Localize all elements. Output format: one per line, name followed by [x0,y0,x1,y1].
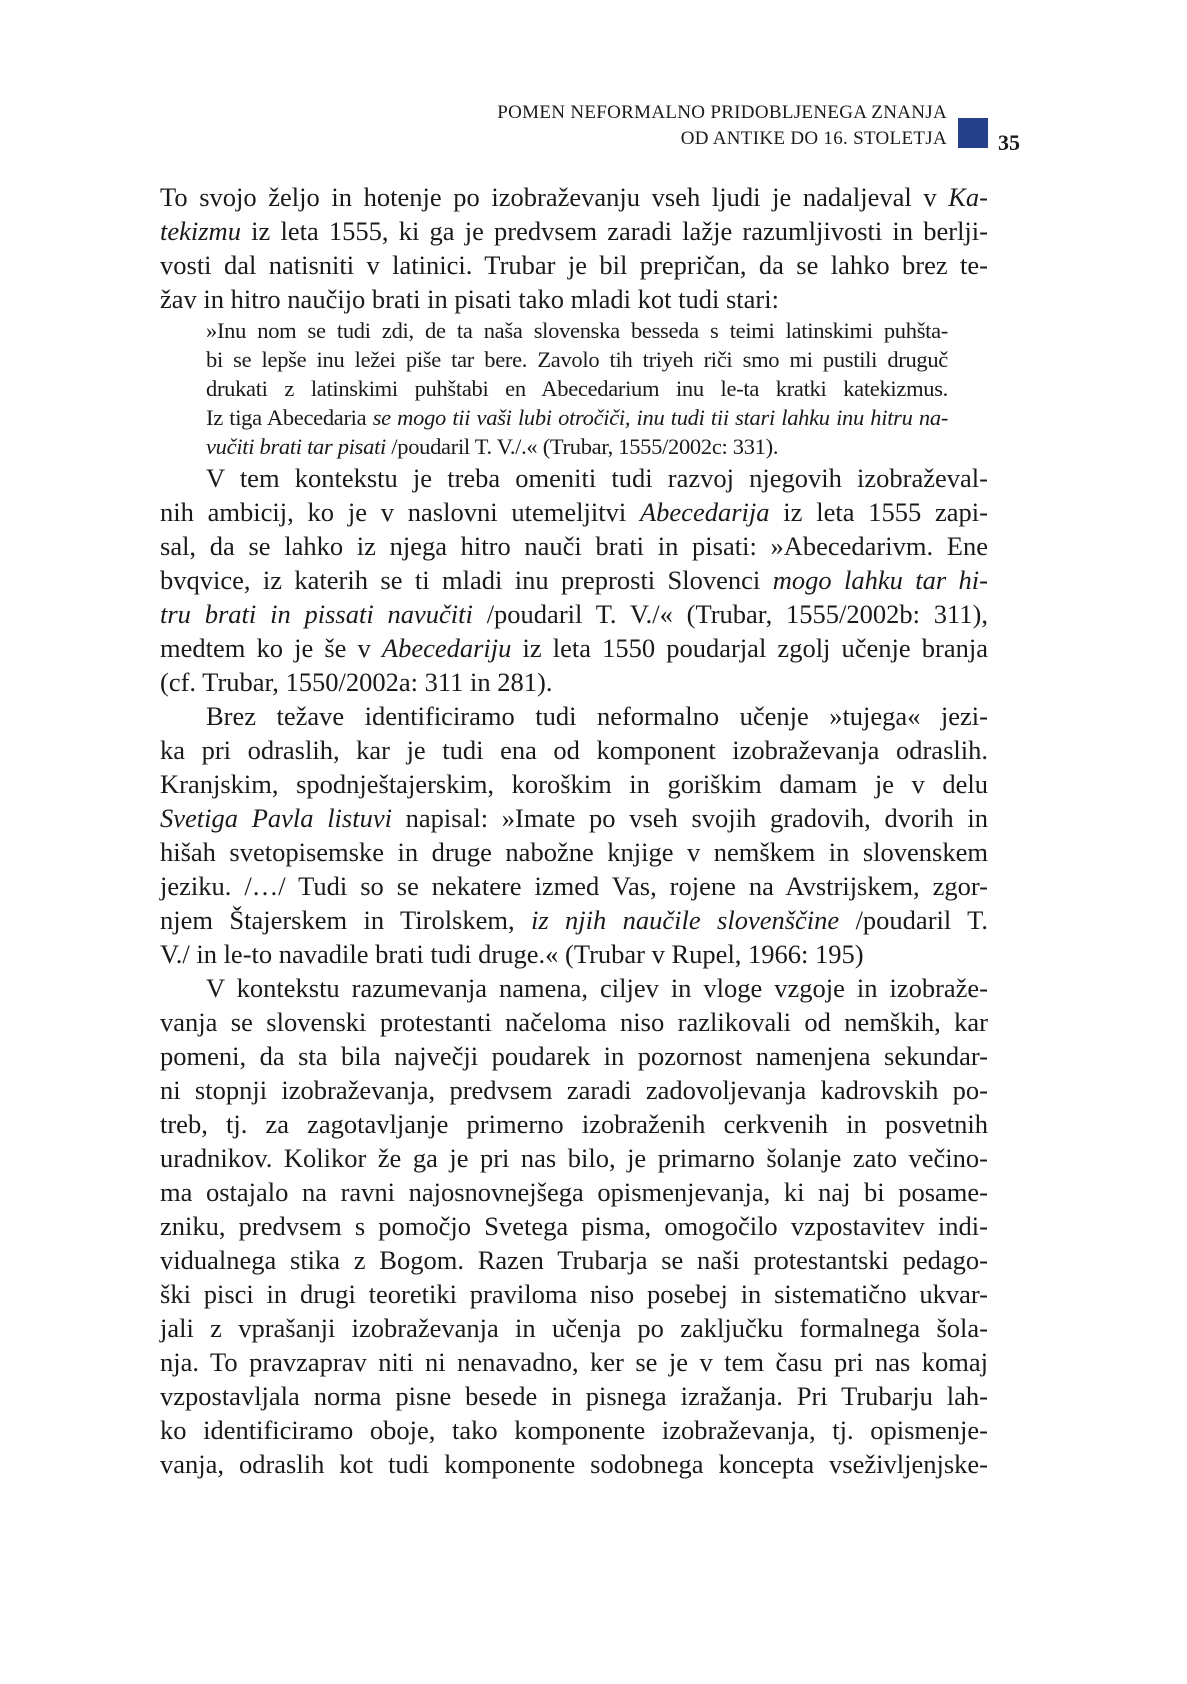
text-line [160,1447,988,1481]
italic-span: vučiti brati tar pisati [206,434,386,459]
header-accent-square [958,118,988,148]
text-span: Brez težave identificiramo tudi neformalno učenje »tujega« jezi- [206,701,988,731]
text-span: vzpostavljala norma pisne besede in pisnega izražanja. Pri Trubarju lah- [160,1381,988,1411]
text-span: Iz tiga Abecedaria [206,405,373,430]
text-line [160,1073,988,1107]
text-span: V./ in le-to navadile brati tudi druge.« (Trubar v Rupel, 1966: 195) [160,939,864,969]
text-span: bi se lepše inu ležei piše tar bere. Zavolo tih triyeh riči smo mi pustili druguč [206,347,948,372]
text-span: Kranjskim, spodnještajerskim, koroškim in goriškim damam je v delu [160,769,988,799]
text-span: pomeni, da sta bila največji poudarek in pozornost namenjena sekundar- [160,1041,988,1071]
text-span: ni stopnji izobraževanja, predvsem zaradi zadovoljevanja kadrovskih po- [160,1075,988,1105]
text-span: nih ambicij, ko je v naslovni utemeljitvi [160,497,640,527]
italic-span: mogo lahku tar hi- [772,565,988,595]
text-span: drukati z latinskimi puhštabi en Abecedarium inu le-ta kratki katekizmus. [206,376,948,401]
italic-span: tekizmu [160,216,241,246]
text-line [160,1345,988,1379]
text-span: nja. To pravzaprav niti ni nenavadno, ker se je v tem času pri nas komaj [160,1347,988,1377]
text-span: napisal: »Imate po vseh svojih gradovih, dvorih in [391,803,988,833]
text-span: vosti dal natisniti v latinici. Trubar je bil prepričan, da se lahko brez te- [160,250,988,280]
text-span: hišah svetopisemske in druge nabožne knjige v nemškem in slovenskem [160,837,988,867]
text-span: »Inu nom se tudi zdi, de ta naša slovenska besseda s teimi latinskimi puhšta- [206,318,948,343]
quote-line [160,374,948,403]
text-span: ko identificiramo oboje, tako komponente izobraževanja, tj. opismenje- [160,1415,988,1445]
text-line [160,1005,988,1039]
text-span: iz leta 1550 poudarjal zgolj učenje branja [511,633,989,663]
running-header-line-1: POMEN NEFORMALNO PRIDOBLJENEGA ZNANJA [497,102,947,123]
text-line [160,1243,988,1277]
text-span: /poudaril T. V./.« (Trubar, 1555/2002c: 331). [385,434,779,459]
text-span: žav in hitro naučijo brati in pisati tako mladi kot tudi stari: [160,284,779,314]
text-span: medtem ko je še v [160,633,382,663]
text-line [160,699,988,733]
page-number: 35 [998,130,1020,155]
running-header-line-2: OD ANTIKE DO 16. STOLETJA [680,128,947,149]
text-line [160,1175,988,1209]
text-line [160,248,988,282]
text-line [160,563,988,597]
text-span: njem Štajerskem in Tirolskem, [160,905,531,935]
text-line [160,282,988,316]
text-line [160,971,988,1005]
text-span: To svojo željo in hotenje po izobraževanju vseh ljudi je nadaljeval v [160,182,949,212]
text-line [160,835,988,869]
text-line [160,1277,988,1311]
text-span: vanja, odraslih kot tudi komponente sodobnega koncepta vseživljenjske- [160,1449,988,1479]
text-line [160,1141,988,1175]
text-span: jeziku. /…/ Tudi so se nekatere izmed Vas, rojene na Avstrijskem, zgor- [160,871,988,901]
quote-line [160,432,948,461]
text-span: iz leta 1555 zapi- [769,497,988,527]
italic-span: Abecedariju [381,633,512,663]
text-span: bvqvice, iz katerih se ti mladi inu preprosti Slovenci [160,565,773,595]
text-span: uradnikov. Kolikor že ga je pri nas bilo, je primarno šolanje zato večino- [160,1143,988,1173]
text-span: vidualnega stika z Bogom. Razen Trubarja se naši protestantski pedago- [160,1245,988,1275]
text-line [160,1209,988,1243]
text-line [160,529,988,563]
quote-line [160,345,948,374]
text-line [160,214,988,248]
italic-span: Svetiga Pavla listuvi [160,803,392,833]
text-span: zniku, predvsem s pomočjo Svetega pisma, omogočilo vzpostavitev indi- [160,1211,988,1241]
text-span: (cf. Trubar, 1550/2002a: 311 in 281). [160,667,553,697]
text-line [160,495,988,529]
text-line [160,1039,988,1073]
text-line [160,903,988,937]
quote-line [160,316,948,345]
text-line [160,869,988,903]
text-line [160,461,988,495]
text-span: vanja se slovenski protestanti načeloma niso razlikovali od nemških, kar [160,1007,988,1037]
text-line [160,597,988,631]
text-span: treb, tj. za zagotavljanje primerno izobraženih cerkvenih in posvetnih [160,1109,988,1139]
text-span: sal, da se lahko iz njega hitro nauči brati in pisati: »Abecedarivm. Ene [160,531,988,561]
text-span: V kontekstu razumevanja namena, ciljev in vloge vzgoje in izobraže- [206,973,988,1003]
running-header [497,100,947,152]
text-span: /poudaril T. V./« (Trubar, 1555/2002b: 311), [472,599,988,629]
text-span: jali z vprašanji izobraževanja in učenja po zaključku formalnega šola- [160,1313,988,1343]
italic-span: tru brati in pissati navučiti [160,599,473,629]
text-span: ški pisci in drugi teoretiki praviloma niso posebej in sistematično ukvar- [160,1279,988,1309]
text-span: ka pri odraslih, kar je tudi ena od komponent izobraževanja odraslih. [160,735,988,765]
text-span: ma ostajalo na ravni najosnovnejšega opismenjevanja, ki naj bi posame- [160,1177,988,1207]
text-line [160,631,988,665]
text-span: iz leta 1555, ki ga je predvsem zaradi lažje razumljivosti in berlji- [240,216,988,246]
text-span: V tem kontekstu je treba omeniti tudi razvoj njegovih izobraževal- [206,463,988,493]
text-line [160,1413,988,1447]
text-line [160,665,988,699]
text-span: /poudaril T. [839,905,988,935]
italic-span: Abecedarija [639,497,770,527]
text-line [160,767,988,801]
text-line [160,180,988,214]
text-line [160,733,988,767]
quote-line [160,403,948,432]
italic-span: iz njih naučile slovenščine [531,905,840,935]
text-line [160,1311,988,1345]
text-line [160,937,988,971]
italic-span: se mogo tii vaši lubi otročiči, inu tudi tii stari lahku inu hitru na- [372,405,949,430]
text-line [160,1107,988,1141]
body-text [160,180,988,1481]
text-line [160,1379,988,1413]
italic-span: Ka- [948,182,988,212]
text-line [160,801,988,835]
